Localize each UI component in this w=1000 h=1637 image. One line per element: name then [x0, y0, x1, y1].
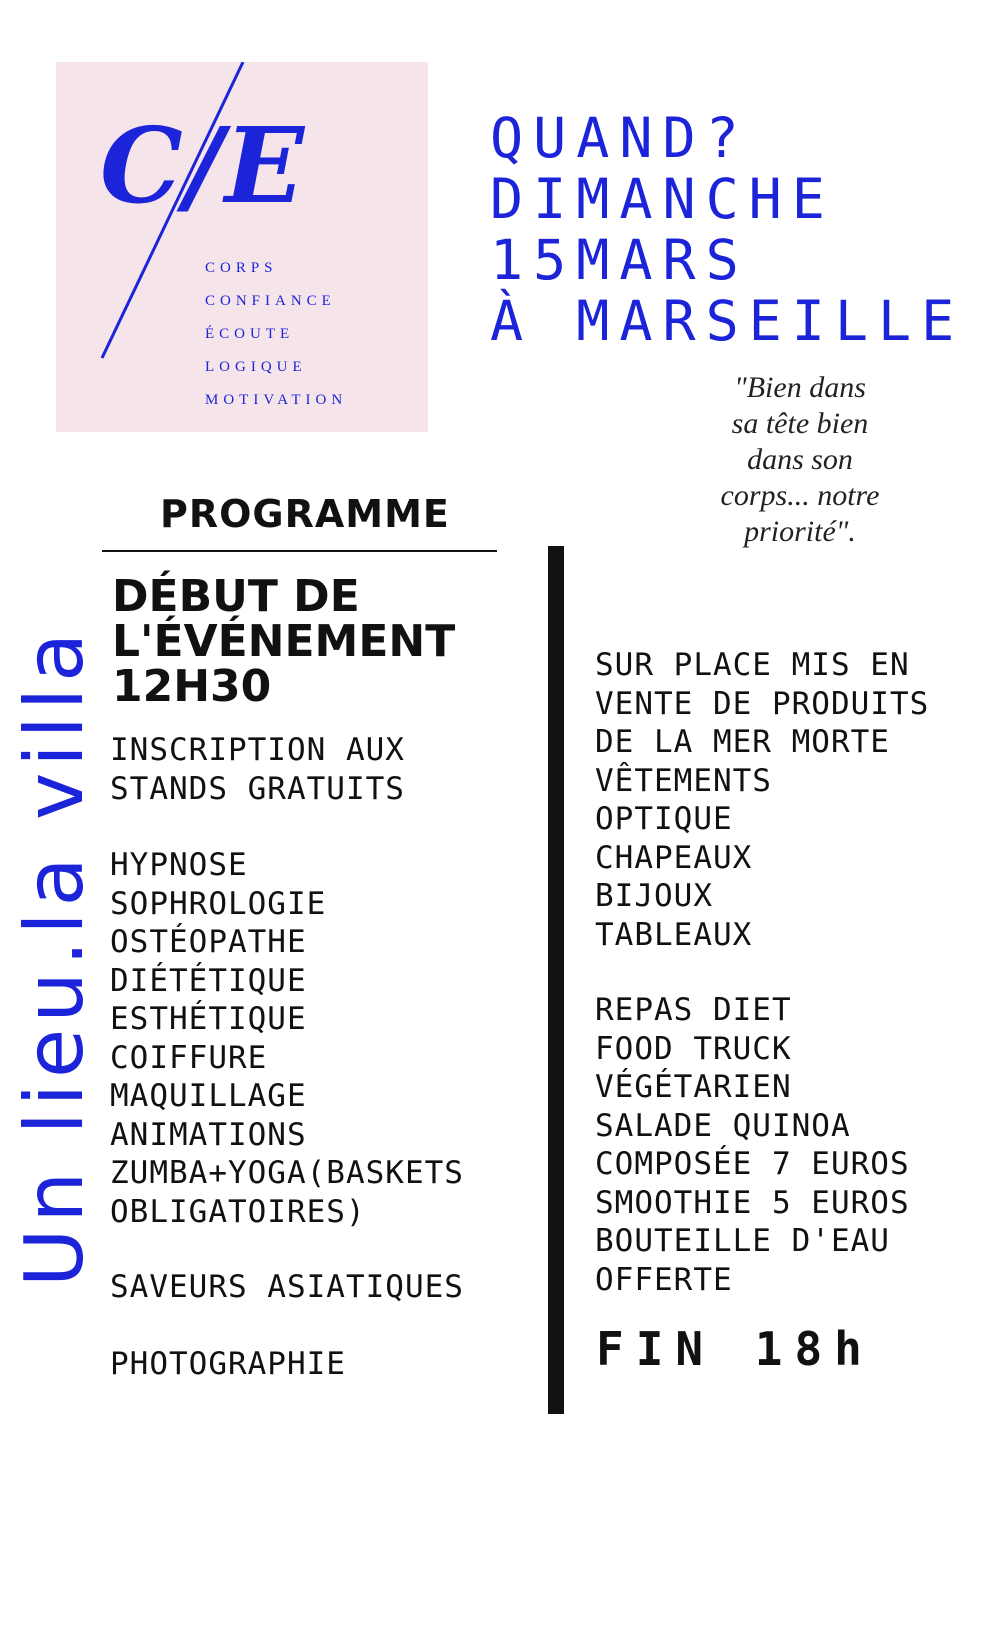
when-line: QUAND? [490, 106, 749, 170]
list-item: HYPNOSE [110, 847, 248, 883]
column-divider [548, 546, 564, 1414]
list-item: SOPHROLOGIE [110, 885, 327, 922]
quote-line: sa tête bien [731, 407, 869, 440]
list-item: OFFERTE [595, 1261, 733, 1298]
quote-line: "Bien dans [734, 371, 866, 404]
quote-line: priorité". [744, 515, 856, 548]
list-item: VENTE DE PRODUITS [595, 685, 930, 722]
programme-divider [102, 550, 497, 552]
logo-word: CORPS [205, 260, 278, 276]
list-item: OPTIQUE [595, 801, 733, 837]
list-item: TABLEAUX [595, 916, 753, 953]
when-line: 15MARS [490, 228, 749, 292]
logo-monogram: C/E [100, 104, 307, 227]
programme-title: PROGRAMME [160, 492, 450, 536]
food-list [595, 991, 910, 1299]
list-item: FOOD TRUCK [595, 1030, 792, 1067]
event-when [490, 108, 964, 352]
list-item: SMOOTHIE 5 EUROS [595, 1184, 910, 1221]
start-line: DÉBUT DE [112, 571, 360, 622]
list-item: MAQUILLAGE [110, 1078, 307, 1114]
when-line: DIMANCHE [490, 167, 835, 231]
saveurs-item: SAVEURS ASIATIQUES [110, 1269, 464, 1305]
list-item: INSCRIPTION AUX [110, 732, 405, 768]
logo-word: CONFIANCE [205, 293, 336, 309]
logo-word: ÉCOUTE [205, 326, 295, 342]
list-item: OBLIGATOIRES) [110, 1193, 366, 1230]
list-item: STANDS GRATUITS [110, 770, 405, 807]
registration-info [110, 731, 405, 808]
list-item: SUR PLACE MIS EN [595, 647, 910, 683]
logo-words [205, 252, 347, 417]
logo [56, 62, 428, 432]
photo-item: PHOTOGRAPHIE [110, 1346, 346, 1382]
list-item: BIJOUX [595, 878, 713, 914]
list-item: VÉGÉTARIEN [595, 1069, 792, 1105]
list-item: DE LA MER MORTE [595, 724, 890, 760]
when-line: À MARSEILLE [490, 289, 965, 353]
list-item: COMPOSÉE 7 EUROS [595, 1146, 910, 1182]
event-start [112, 571, 456, 712]
list-item: REPAS DIET [595, 992, 792, 1028]
activities-list [110, 846, 464, 1231]
list-item: SALADE QUINOA [595, 1107, 851, 1144]
list-item: DIÉTÉTIQUE [110, 962, 307, 999]
quote [690, 370, 910, 550]
start-line: L'ÉVÉNEMENT [112, 616, 456, 667]
sales-list [595, 646, 929, 954]
list-item: CHAPEAUX [595, 839, 753, 876]
logo-word: LOGIQUE [205, 359, 307, 375]
quote-line: corps... notre [720, 479, 880, 512]
list-item: ZUMBA+YOGA(BASKETS [110, 1155, 464, 1191]
list-item: ANIMATIONS [110, 1116, 307, 1153]
list-item: VÊTEMENTS [595, 762, 772, 799]
list-item: COIFFURE [110, 1039, 268, 1076]
venue-vertical-text: Un lieu.la villa [8, 626, 101, 1288]
start-line: 12H30 [112, 661, 272, 712]
list-item: ESTHÉTIQUE [110, 1001, 307, 1037]
event-end: FIN 18h [596, 1322, 874, 1376]
quote-line: dans son [747, 443, 853, 476]
list-item: OSTÉOPATHE [110, 924, 307, 960]
logo-word: MOTIVATION [205, 392, 348, 408]
list-item: BOUTEILLE D'EAU [595, 1223, 890, 1259]
